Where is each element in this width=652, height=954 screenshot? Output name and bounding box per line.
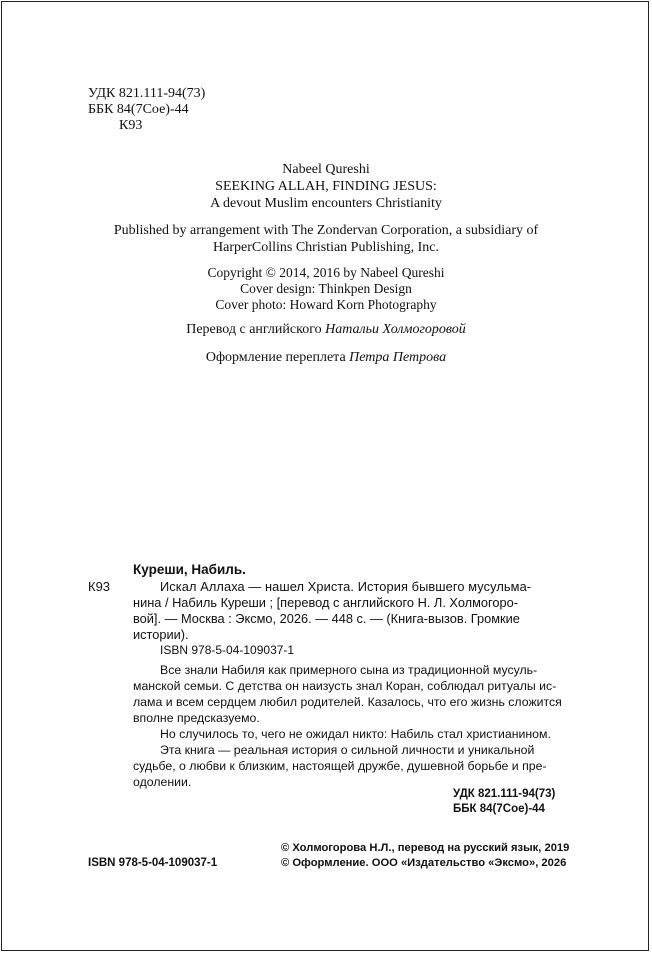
annotation-line: Все знали Набиля как примерного сына из традиционной мусуль-: [160, 663, 538, 677]
author-sign: К93: [119, 118, 143, 133]
description-line: Искал Аллаха — нашел Христа. История бывшего мусульма-: [160, 579, 532, 594]
description-line: вой]. — Москва : Эксмо, 2026. — 448 с. — (Книга-вызов. Громкие: [133, 611, 520, 626]
annotation-line: одолении.: [133, 775, 192, 789]
cover-photo-line: Cover photo: Howard Korn Photography: [215, 297, 437, 312]
annotation-paragraph-3: [133, 742, 563, 790]
translation-prefix: Перевод с английского: [186, 322, 326, 337]
published-line-1: Published by arrangement with The Zondervan Corporation, a subsidiary of: [113, 223, 539, 238]
annotation-line: Но случилось то, чего не ожидал никто: Набиль стал христианином.: [160, 727, 551, 741]
footer-isbn: ISBN 978-5-04-109037-1: [88, 857, 218, 869]
cover-design-line: Cover design: Thinkpen Design: [240, 281, 412, 296]
published-line-2: HarperCollins Christian Publishing, Inc.: [213, 240, 439, 255]
annotation-line: вполне предсказуемо.: [133, 711, 260, 725]
design-credit: [0, 350, 652, 366]
translator-name: Натальи Холмогоровой: [325, 322, 466, 337]
description-line: истории).: [133, 627, 189, 642]
original-author: Nabeel Qureshi: [282, 162, 370, 177]
catalog-isbn: ISBN 978-5-04-109037-1: [160, 643, 295, 657]
catalog-udk: УДК 821.111-94(73): [453, 788, 556, 800]
annotation-paragraph-2: [133, 726, 563, 742]
catalog-heading: Куреши, Набиль.: [133, 562, 246, 577]
copyright-line: Copyright © 2014, 2016 by Nabeel Qureshi: [207, 265, 445, 280]
annotation-line: манской семьи. С детства он наизусть знал Коран, соблюдал ритуалы ис-: [133, 679, 557, 693]
translation-credit: [0, 322, 652, 338]
catalog-bbk: ББК 84(7Сое)-44: [453, 803, 545, 815]
description-line: нина / Набиль Куреши ; [перевод с английского Н. Л. Холмогоро-: [133, 595, 519, 610]
design-prefix: Оформление переплета: [205, 350, 350, 365]
catalog-sign: К93: [88, 579, 111, 594]
original-subtitle: A devout Muslim encounters Christianity: [210, 196, 442, 211]
annotation-line: Эта книга — реальная история о сильной личности и уникальной: [160, 743, 535, 757]
page-border: [1, 1, 649, 951]
annotation-line: лама и всем сердцем любил родителей. Казалось, что его жизнь сложится: [133, 695, 562, 709]
catalog-description: [133, 579, 563, 643]
udk-code: УДК 821.111-94(73): [88, 86, 206, 101]
bbk-code: ББК 84(7Сое)-44: [88, 102, 189, 117]
annotation-line: судьбе, о любви к близким, настоящей дружбе, душевной борьбе и пре-: [133, 759, 547, 773]
copyright-design: © Оформление. ООО «Издательство «Эксмо», 2026: [281, 857, 567, 869]
designer-name: Петра Петрова: [349, 350, 447, 365]
original-title: SEEKING ALLAH, FINDING JESUS:: [215, 179, 437, 194]
annotation-paragraph-1: [133, 662, 563, 726]
copyright-translation: © Холмогорова Н.Л., перевод на русский язык, 2019: [281, 842, 570, 854]
